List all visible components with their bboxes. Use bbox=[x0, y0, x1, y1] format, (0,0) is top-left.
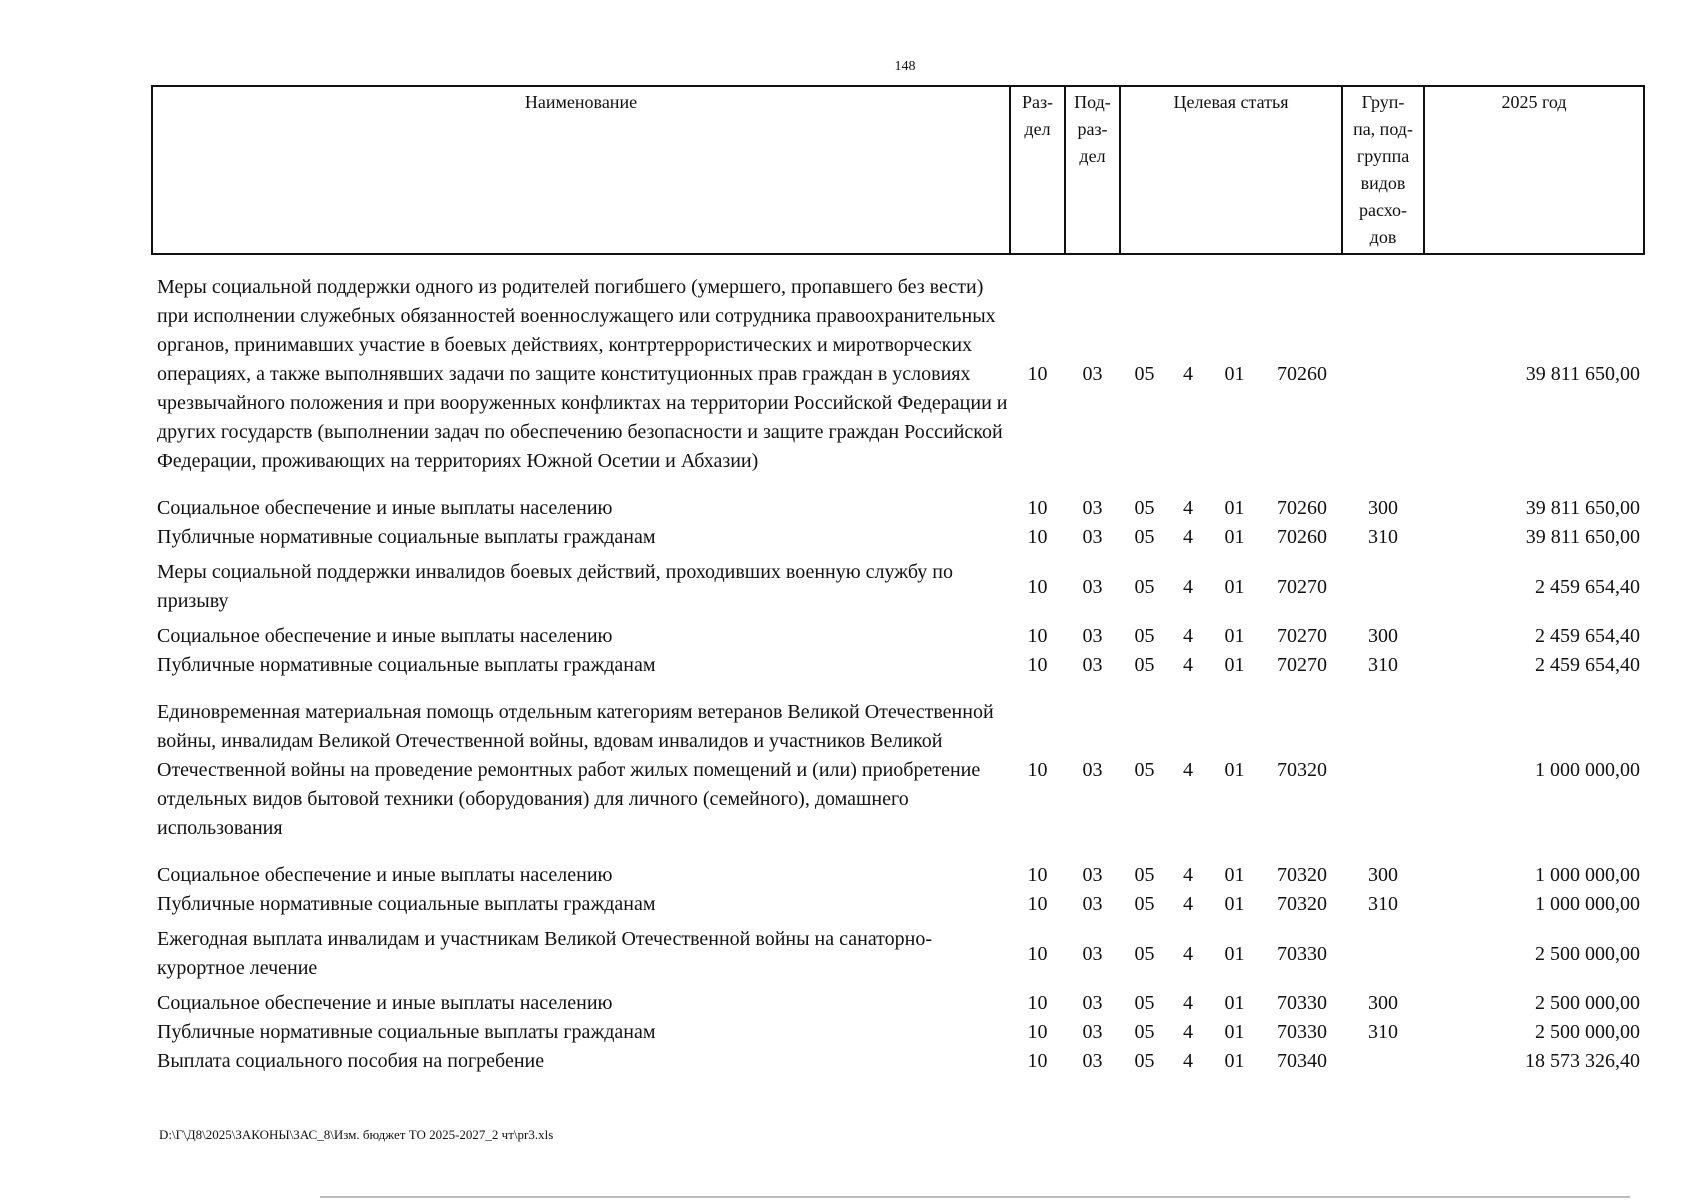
cell-target-part-2: 4 bbox=[1183, 497, 1193, 519]
cell-target-part-4: 70330 bbox=[1277, 942, 1327, 965]
cell-subsection: 03 bbox=[1082, 1050, 1103, 1072]
cell-expense-group: 310 bbox=[1368, 526, 1399, 548]
cell-subsection: 03 bbox=[1082, 575, 1103, 598]
cell-amount: 39 811 650,00 bbox=[1525, 497, 1641, 519]
cell-name: Единовременная материальная помощь отдельным категориям ветеранов Великой Отечественной войны, инвалидам Великой Отечественной войны, вдовам инвалидов и участников Великой Отечественной войны на проведение ремонтных работ жилых помещений и (или) приобретение отдельных видов бытовой техники (оборудования) для личного (семейного), домашнего использования bbox=[157, 701, 994, 839]
cell-amount: 2 459 654,40 bbox=[1535, 575, 1641, 598]
cell-target-part-2: 4 bbox=[1183, 992, 1193, 1014]
cell-expense-group bbox=[1342, 273, 1424, 476]
cell-name: Социальное обеспечение и иные выплаты населению bbox=[157, 497, 613, 519]
spacer-cell bbox=[152, 476, 1644, 494]
cell-target-part-4: 70260 bbox=[1277, 526, 1327, 548]
cell-subsection: 03 bbox=[1082, 654, 1103, 676]
cell-target-part-3: 01 bbox=[1224, 526, 1245, 548]
table-header-row bbox=[152, 86, 1644, 254]
cell-expense-group: 310 bbox=[1368, 893, 1399, 915]
cell-section: 10 bbox=[1027, 497, 1048, 519]
cell-target-part-3: 01 bbox=[1224, 497, 1245, 519]
cell-target-part-4: 70270 bbox=[1277, 654, 1327, 676]
cell-section: 10 bbox=[1027, 942, 1048, 965]
cell-amount: 2 500 000,00 bbox=[1535, 942, 1641, 965]
table-row bbox=[152, 890, 1644, 919]
cell-target-part-2: 4 bbox=[1183, 526, 1193, 548]
cell-target-part-1: 05 bbox=[1134, 1021, 1155, 1043]
spacer-cell bbox=[152, 680, 1644, 698]
cell-name: Ежегодная выплата инвалидам и участникам Великой Отечественной войны на санаторно-курортное лечение bbox=[157, 928, 933, 979]
cell-target-part-2: 4 bbox=[1183, 1021, 1193, 1043]
cell-expense-group: 300 bbox=[1368, 497, 1399, 519]
cell-subsection: 03 bbox=[1082, 893, 1103, 915]
cell-expense-group: 310 bbox=[1368, 654, 1399, 676]
cell-expense-group bbox=[1342, 1047, 1424, 1076]
footer-file-path: D:\Г\Д8\2025\ЗАКОНЫ\ЗАС_8\Изм. бюджет ТО 2025-2027_2 чт\pr3.xls bbox=[159, 1127, 554, 1142]
cell-target-part-3: 01 bbox=[1224, 654, 1245, 676]
cell-subsection: 03 bbox=[1082, 625, 1103, 647]
spacer-cell bbox=[152, 254, 1644, 273]
cell-target-part-2: 4 bbox=[1183, 625, 1193, 647]
table-row bbox=[152, 494, 1644, 523]
table-row bbox=[152, 651, 1644, 680]
cell-target-part-4: 70270 bbox=[1277, 625, 1327, 647]
cell-target-part-4: 70270 bbox=[1277, 575, 1327, 598]
spacer-cell bbox=[152, 843, 1644, 861]
cell-section: 10 bbox=[1027, 864, 1048, 886]
cell-target-part-1: 05 bbox=[1134, 942, 1155, 965]
cell-name: Социальное обеспечение и иные выплаты населению bbox=[157, 992, 613, 1014]
cell-target-part-4: 70320 bbox=[1277, 864, 1327, 886]
cell-target-part-4: 70320 bbox=[1277, 759, 1327, 781]
table-row bbox=[152, 989, 1644, 1018]
cell-subsection: 03 bbox=[1082, 759, 1103, 781]
cell-expense-group bbox=[1342, 919, 1424, 989]
cell-target-part-4: 70260 bbox=[1277, 363, 1327, 385]
cell-target-part-3: 01 bbox=[1224, 893, 1245, 915]
cell-subsection: 03 bbox=[1082, 526, 1103, 548]
cell-target-part-1: 05 bbox=[1134, 864, 1155, 886]
table-row bbox=[152, 919, 1644, 989]
row-spacer bbox=[152, 476, 1644, 494]
row-spacer bbox=[152, 680, 1644, 698]
cell-target-part-1: 05 bbox=[1134, 575, 1155, 598]
cell-name: Публичные нормативные социальные выплаты гражданам bbox=[157, 526, 656, 548]
cell-target-part-3: 01 bbox=[1224, 625, 1245, 647]
cell-target-part-1: 05 bbox=[1134, 363, 1155, 385]
header-expense-group: Груп- па, под- группа видов расхо- дов bbox=[1342, 86, 1424, 254]
scan-border-line bbox=[320, 1196, 1630, 1198]
cell-name: Публичные нормативные социальные выплаты гражданам bbox=[157, 1021, 656, 1043]
header-section: Раз- дел bbox=[1010, 86, 1065, 254]
cell-section: 10 bbox=[1027, 575, 1048, 598]
cell-section: 10 bbox=[1027, 1050, 1048, 1072]
cell-target-part-1: 05 bbox=[1134, 992, 1155, 1014]
cell-target-part-2: 4 bbox=[1183, 759, 1193, 781]
cell-amount: 1 000 000,00 bbox=[1535, 893, 1641, 915]
cell-section: 10 bbox=[1027, 625, 1048, 647]
cell-target-part-4: 70260 bbox=[1277, 497, 1327, 519]
table-row bbox=[152, 861, 1644, 890]
table-row bbox=[152, 552, 1644, 622]
cell-target-part-2: 4 bbox=[1183, 363, 1193, 385]
cell-name: Публичные нормативные социальные выплаты гражданам bbox=[157, 893, 656, 915]
cell-target-part-3: 01 bbox=[1224, 759, 1245, 781]
cell-target-part-1: 05 bbox=[1134, 759, 1155, 781]
row-spacer bbox=[152, 843, 1644, 861]
cell-target-part-3: 01 bbox=[1224, 942, 1245, 965]
header-target-article: Целевая статья bbox=[1120, 86, 1342, 254]
cell-expense-group: 300 bbox=[1368, 625, 1399, 647]
cell-section: 10 bbox=[1027, 992, 1048, 1014]
cell-section: 10 bbox=[1027, 1021, 1048, 1043]
cell-target-part-3: 01 bbox=[1224, 575, 1245, 598]
cell-expense-group: 300 bbox=[1368, 864, 1399, 886]
cell-name: Публичные нормативные социальные выплаты гражданам bbox=[157, 654, 656, 676]
cell-expense-group: 300 bbox=[1368, 992, 1399, 1014]
table-row bbox=[152, 1047, 1644, 1076]
cell-amount: 1 000 000,00 bbox=[1535, 864, 1641, 886]
cell-subsection: 03 bbox=[1082, 942, 1103, 965]
cell-amount: 2 459 654,40 bbox=[1535, 654, 1641, 676]
cell-amount: 39 811 650,00 bbox=[1525, 363, 1641, 385]
table-row bbox=[152, 622, 1644, 651]
table-row bbox=[152, 1018, 1644, 1047]
cell-target-part-3: 01 bbox=[1224, 864, 1245, 886]
cell-target-part-1: 05 bbox=[1134, 654, 1155, 676]
cell-target-part-3: 01 bbox=[1224, 363, 1245, 385]
cell-section: 10 bbox=[1027, 893, 1048, 915]
cell-target-part-2: 4 bbox=[1183, 1050, 1193, 1072]
cell-target-part-1: 05 bbox=[1134, 893, 1155, 915]
cell-name: Социальное обеспечение и иные выплаты населению bbox=[157, 625, 613, 647]
cell-section: 10 bbox=[1027, 526, 1048, 548]
cell-section: 10 bbox=[1027, 759, 1048, 781]
table-row bbox=[152, 273, 1644, 476]
cell-target-part-1: 05 bbox=[1134, 625, 1155, 647]
cell-amount: 2 459 654,40 bbox=[1535, 625, 1641, 647]
cell-name: Выплата социального пособия на погребение bbox=[157, 1050, 545, 1072]
cell-name: Меры социальной поддержки одного из родителей погибшего (умершего, пропавшего без вести) при исполнении служебных обязанностей военнослужащего или сотрудника правоохранительных органов, принимавших участие в боевых действиях, контртеррористических и миротворческих операциях, а также выполнявших задачи по защите конституционных прав граждан в условиях чрезвычайного положения и при вооруженных конфликтах на территории Российской Федерации и других государств (выполнении задач по обеспечению безопасности и защите граждан Российской Федерации, проживающих на территориях Южной Осетии и Абхазии) bbox=[157, 276, 1008, 472]
cell-target-part-2: 4 bbox=[1183, 575, 1193, 598]
cell-amount: 1 000 000,00 bbox=[1535, 759, 1641, 781]
cell-amount: 39 811 650,00 bbox=[1525, 526, 1641, 548]
page-number: 148 bbox=[894, 59, 916, 74]
cell-subsection: 03 bbox=[1082, 992, 1103, 1014]
cell-target-part-2: 4 bbox=[1183, 654, 1193, 676]
cell-target-part-1: 05 bbox=[1134, 526, 1155, 548]
cell-target-part-4: 70330 bbox=[1277, 1021, 1327, 1043]
cell-target-part-3: 01 bbox=[1224, 1050, 1245, 1072]
cell-target-part-2: 4 bbox=[1183, 893, 1193, 915]
cell-section: 10 bbox=[1027, 654, 1048, 676]
row-spacer bbox=[152, 254, 1644, 273]
budget-table bbox=[151, 85, 1645, 1076]
cell-expense-group bbox=[1342, 698, 1424, 843]
cell-amount: 2 500 000,00 bbox=[1535, 1021, 1641, 1043]
header-year: 2025 год bbox=[1424, 86, 1644, 254]
header-name: Наименование bbox=[152, 86, 1010, 254]
cell-target-part-4: 70340 bbox=[1277, 1050, 1327, 1072]
cell-target-part-2: 4 bbox=[1183, 864, 1193, 886]
header-subsection: Под- раз- дел bbox=[1065, 86, 1120, 254]
cell-subsection: 03 bbox=[1082, 363, 1103, 385]
cell-amount: 18 573 326,40 bbox=[1525, 1050, 1641, 1072]
table-row bbox=[152, 698, 1644, 843]
cell-name: Социальное обеспечение и иные выплаты населению bbox=[157, 864, 613, 886]
cell-target-part-1: 05 bbox=[1134, 1050, 1155, 1072]
cell-target-part-1: 05 bbox=[1134, 497, 1155, 519]
cell-target-part-3: 01 bbox=[1224, 992, 1245, 1014]
cell-section: 10 bbox=[1027, 363, 1048, 385]
cell-subsection: 03 bbox=[1082, 1021, 1103, 1043]
table-body bbox=[152, 254, 1644, 1076]
cell-target-part-4: 70330 bbox=[1277, 992, 1327, 1014]
cell-name: Меры социальной поддержки инвалидов боевых действий, проходивших военную службу по призыву bbox=[157, 561, 953, 612]
cell-target-part-3: 01 bbox=[1224, 1021, 1245, 1043]
cell-subsection: 03 bbox=[1082, 864, 1103, 886]
cell-target-part-4: 70320 bbox=[1277, 893, 1327, 915]
cell-amount: 2 500 000,00 bbox=[1535, 992, 1641, 1014]
table-row bbox=[152, 523, 1644, 552]
cell-expense-group bbox=[1342, 552, 1424, 622]
cell-expense-group: 310 bbox=[1368, 1021, 1399, 1043]
cell-target-part-2: 4 bbox=[1183, 942, 1193, 965]
cell-subsection: 03 bbox=[1082, 497, 1103, 519]
